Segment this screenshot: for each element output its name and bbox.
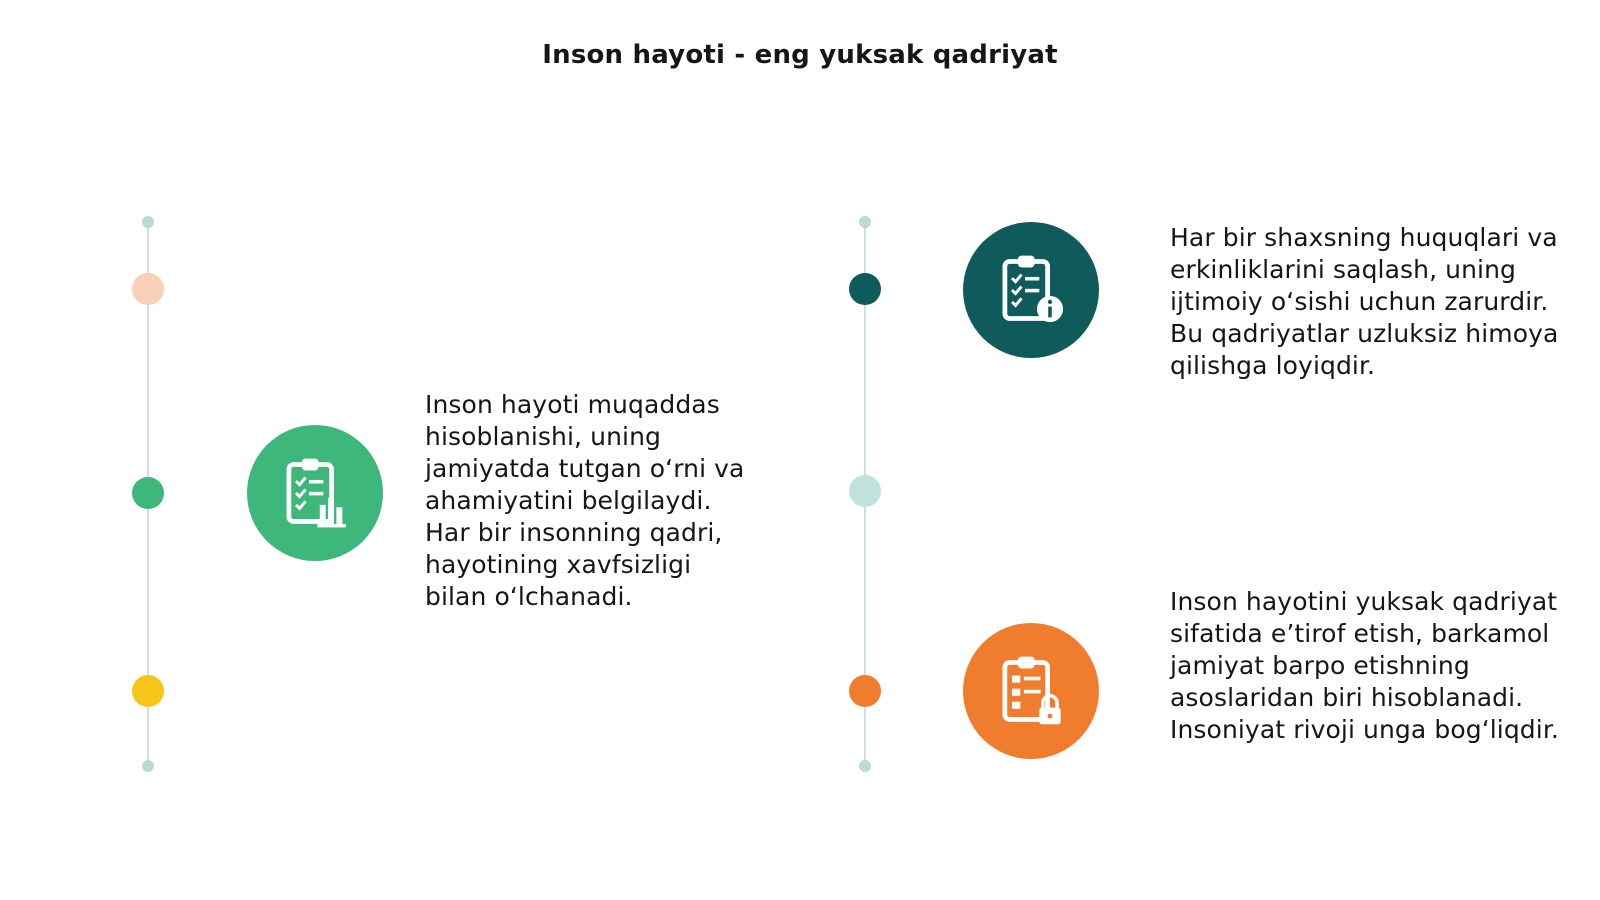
item-1-text: Inson hayoti muqaddas hisoblanishi, uning jamiyatda tutgan o‘rni va ahamiyatini belgilaydi. Har bir insonning qadri, hayotining xavfsizligi bilan o‘lchanadi. [425,390,745,611]
right-timeline-bottom-cap [859,760,871,772]
left-timeline-dot-peach [132,273,164,305]
slide-title: Inson hayoti - eng yuksak qadriyat [542,40,1058,70]
right-timeline-dot-teal [849,273,881,305]
left-timeline-bottom-cap [142,760,154,772]
right-timeline-dot-orange [849,675,881,707]
left-timeline-dot-yellow [132,675,164,707]
left-timeline-dot-green [132,477,164,509]
item-3-badge [963,623,1099,759]
item-1-badge [247,425,383,561]
item-2-text: Har bir shaxsning huquqlari va erkinliklarini saqlash, uning ijtimoiy o‘sishi uchun zarurdir. Bu qadriyatlar uzluksiz himoya qilishga loyiqdir. [1170,223,1559,380]
right-timeline-dot-mint [849,475,881,507]
item-3-text: Inson hayotini yuksak qadriyat sifatida e’tirof etish, barkamol jamiyat barpo etishning asoslaridan biri hisoblanadi. Insoniyat rivoji unga bog‘liqdir. [1170,587,1559,744]
clipboard-lock-icon [993,653,1069,729]
clipboard-info-icon [993,252,1069,328]
item-2-badge [963,222,1099,358]
clipboard-chart-icon [277,455,353,531]
left-timeline-top-cap [142,216,154,228]
right-timeline-top-cap [859,216,871,228]
